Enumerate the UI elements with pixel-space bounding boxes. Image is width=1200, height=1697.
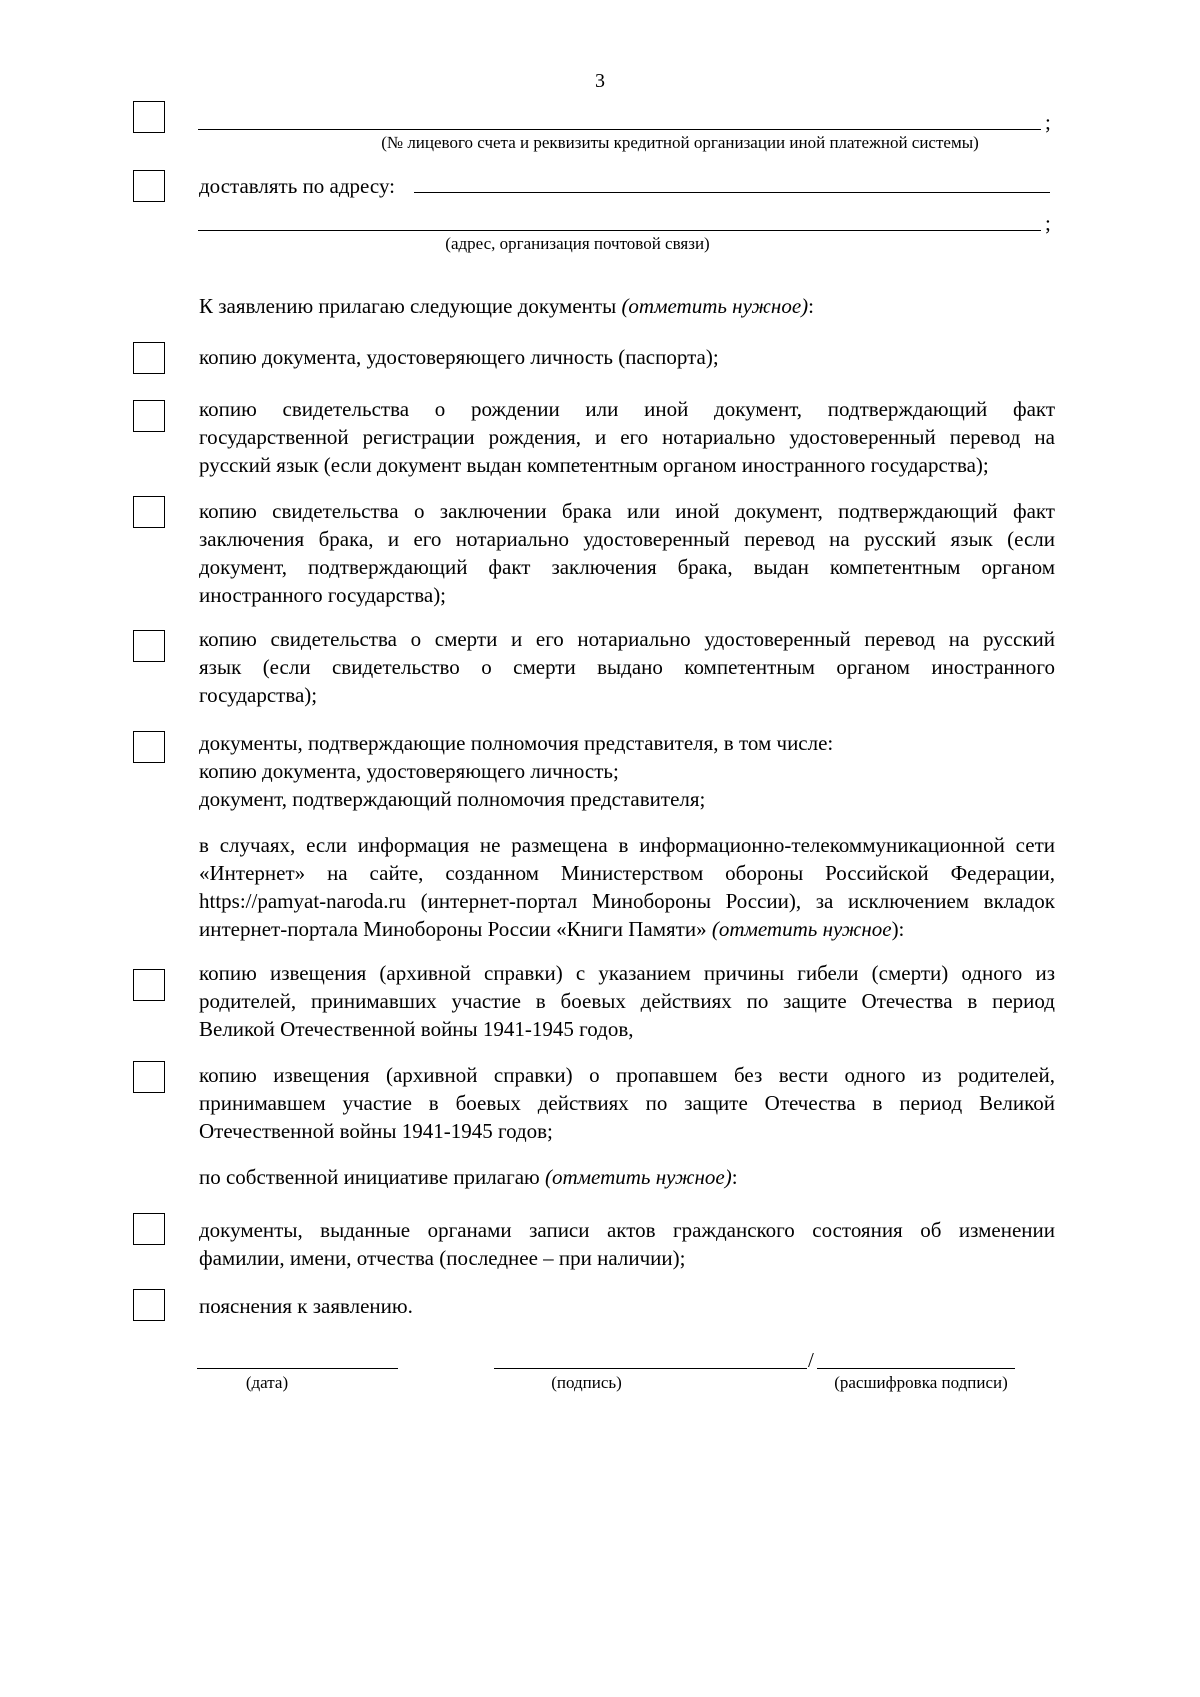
doc-item-birth <box>199 395 1055 479</box>
account-caption: (№ лицевого счета и реквизиты кредитной организации иной платежной системы) <box>381 133 979 152</box>
own-checkbox-name-change[interactable] <box>133 1213 165 1245</box>
doc-item-line: русский язык (если документ выдан компетентным органом иностранного государства); <box>199 453 989 477</box>
doc-item-line: копию свидетельства о заключении брака или иной документ, подтверждающий факт <box>199 499 1055 523</box>
doc-item-line: копию документа, удостоверяющего личность; <box>199 759 619 783</box>
notice-item-line: Великой Отечественной войны 1941-1945 годов, <box>199 1017 634 1041</box>
signature-decode-caption: (расшифровка подписи) <box>834 1373 1008 1392</box>
own-initiative-text: по собственной инициативе прилагаю <box>199 1165 545 1189</box>
internet-last-text: интернет-портала Минобороны России «Книги Памяти» <box>199 917 712 941</box>
own-initiative-tail: : <box>731 1165 738 1189</box>
own-initiative-note: (отметить нужное) <box>544 1165 732 1189</box>
signature-caption: (подпись) <box>551 1373 622 1392</box>
doc-item-line: язык (если свидетельство о смерти выдано компетентным органом иностранного <box>199 655 1055 679</box>
doc-item-line: государственной регистрации рождения, и его нотариально удостоверенный перевод на <box>199 425 1055 449</box>
doc-item-line: копию документа, удостоверяющего личность (паспорта); <box>199 345 719 369</box>
own-item-line: фамилии, имени, отчества (последнее – при наличии); <box>199 1246 686 1270</box>
notice-checkbox-missing[interactable] <box>133 1061 165 1093</box>
date-caption: (дата) <box>245 1373 289 1392</box>
notice-item-line: родителей, принимавших участие в боевых действиях по защите Отечества в период <box>199 989 1055 1013</box>
doc-item-line: государства); <box>199 683 318 707</box>
notice-item-line: принимавшем участие в боевых действиях по защите Отечества в период Великой <box>199 1091 1055 1115</box>
doc-item-line: заключения брака, и его нотариально удостоверенный перевод на русский язык (если <box>199 527 1055 551</box>
address-caption: (адрес, организация почтовой связи) <box>445 234 710 253</box>
doc-item-marriage <box>199 497 1055 609</box>
address-input-line-2[interactable] <box>198 230 1041 231</box>
notice-item-line: копию извещения (архивной справки) с указанием причины гибели (смерти) одного из <box>199 961 1055 985</box>
internet-line: в случаях, если информация не размещена в информационно-телекоммуникационной сети <box>199 833 1055 857</box>
own-item-name-change <box>199 1216 1055 1272</box>
notice-checkbox-death-cause[interactable] <box>133 969 165 1001</box>
signature-input-line[interactable] <box>494 1368 807 1369</box>
doc-item-representative <box>199 729 1055 813</box>
own-item-explanations <box>199 1292 1055 1320</box>
doc-checkbox-representative[interactable] <box>133 731 165 763</box>
own-item-line: документы, выданные органами записи актов гражданского состояния об изменении <box>199 1218 1055 1242</box>
notice-item-death-cause <box>199 959 1055 1043</box>
attach-intro-tail: : <box>808 294 815 318</box>
notice-item-line: Отечественной войны 1941-1945 годов; <box>199 1119 553 1143</box>
doc-item-line: копию свидетельства о смерти и его нотариально удостоверенный перевод на русский <box>199 627 1055 651</box>
internet-paragraph <box>199 831 1055 943</box>
signature-slash: / <box>808 1348 814 1372</box>
signature-decode-input-line[interactable] <box>817 1368 1015 1369</box>
page-number: 3 <box>595 70 605 92</box>
doc-item-line: иностранного государства); <box>199 583 447 607</box>
attach-intro-text: К заявлению прилагаю следующие документы <box>199 294 622 318</box>
doc-checkbox-death[interactable] <box>133 630 165 662</box>
address-checkbox[interactable] <box>133 170 165 202</box>
address-label: доставлять по адресу: <box>199 174 396 198</box>
doc-item-line: документ, подтверждающий полномочия представителя; <box>199 787 706 811</box>
internet-line-last <box>199 915 1055 943</box>
date-input-line[interactable] <box>197 1368 398 1369</box>
internet-note: (отметить нужное <box>711 917 892 941</box>
account-semicolon: ; <box>1045 110 1051 134</box>
attach-intro <box>199 292 814 320</box>
doc-item-line: документы, подтверждающие полномочия представителя, в том числе: <box>199 731 834 755</box>
doc-item-death <box>199 625 1055 709</box>
doc-checkbox-marriage[interactable] <box>133 496 165 528</box>
own-checkbox-explanations[interactable] <box>133 1289 165 1321</box>
doc-item-passport <box>199 343 1055 371</box>
doc-item-line: копию свидетельства о рождении или иной документ, подтверждающий факт <box>199 397 1055 421</box>
account-checkbox[interactable] <box>133 101 165 133</box>
address-semicolon: ; <box>1045 211 1051 235</box>
own-initiative-intro <box>199 1163 738 1191</box>
internet-line: https://pamyat-naroda.ru (интернет-портал Минобороны России), за исключением вкладок <box>199 889 1055 913</box>
doc-checkbox-birth[interactable] <box>133 400 165 432</box>
internet-line: «Интернет» на сайте, созданном Министерством обороны Российской Федерации, <box>199 861 1055 885</box>
doc-checkbox-passport[interactable] <box>133 342 165 374</box>
attach-intro-note: (отметить нужное) <box>621 294 809 318</box>
doc-item-line: документ, подтверждающий факт заключения брака, выдан компетентным органом <box>199 555 1055 579</box>
own-item-line: пояснения к заявлению. <box>199 1294 413 1318</box>
address-input-line-1[interactable] <box>414 192 1050 193</box>
notice-item-line: копию извещения (архивной справки) о пропавшем без вести одного из родителей, <box>199 1063 1055 1087</box>
account-input-line[interactable] <box>198 129 1041 130</box>
internet-tail: ): <box>891 917 905 941</box>
notice-item-missing <box>199 1061 1055 1145</box>
